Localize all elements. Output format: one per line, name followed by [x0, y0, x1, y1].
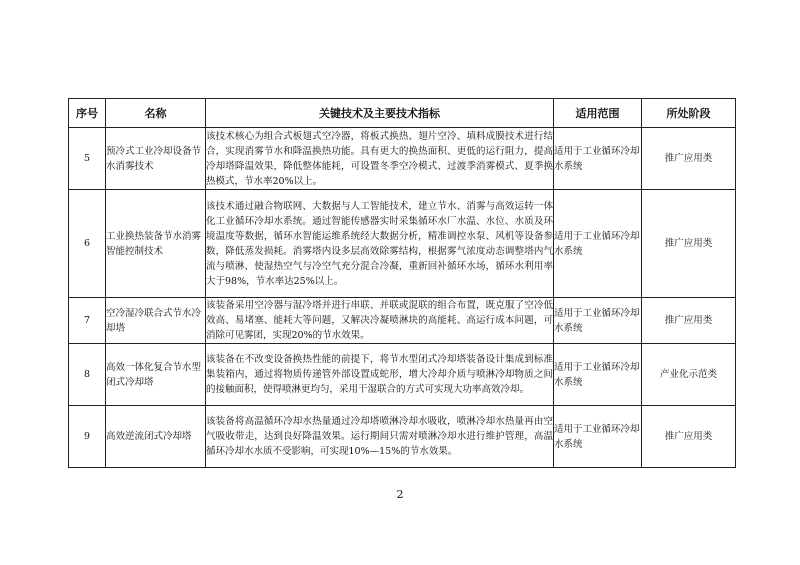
table-header-row: [69, 99, 736, 128]
technology-description: 该装备在不改变设备换热性能的前提下，将节水型闭式冷却塔装备设计集成到标准集装箱内，通过将物质传递管外部设置成蛇形，增大冷却介质与喷淋冷却物质之间的接触面积，使得喷淋更均匀，采用干湿联合的方式可实现大功率高效冷却。: [206, 344, 554, 406]
table-row: [69, 406, 736, 468]
application-scope: 适用于工业循环冷却水系统: [554, 344, 642, 406]
development-stage: 产业化示范类: [642, 344, 736, 406]
header-key-technology: 关键技术及主要技术指标: [206, 99, 554, 128]
application-scope: 适用于工业循环冷却水系统: [554, 406, 642, 468]
row-number: 9: [69, 406, 106, 468]
development-stage: 推广应用类: [642, 298, 736, 344]
technology-name: 高效一体化复合节水型闭式冷却塔: [106, 344, 206, 406]
header-stage: 所处阶段: [642, 99, 736, 128]
table-row: [69, 190, 736, 298]
development-stage: 推广应用类: [642, 406, 736, 468]
technology-description: 该装备采用空冷器与湿冷塔并进行串联、并联或混联的组合布置，既克服了空冷低效高、易堵塞、能耗大等问题，又解决冷凝喷淋块的高能耗、高运行成本问题，可消除可见雾团，实现20%的节水效果。: [206, 298, 554, 344]
technology-name: 空冷湿冷联合式节水冷却塔: [106, 298, 206, 344]
row-number: 8: [69, 344, 106, 406]
technology-description: 该装备将高温循环冷却水热量通过冷却塔喷淋冷却水吸收，喷淋冷却水热量再由空气吸收带走，达到良好降温效果。运行期间只需对喷淋冷却水进行维护管理，高温循环冷却水水质不受影响，可实现10%—15%的节水效果。: [206, 406, 554, 468]
header-scope: 适用范围: [554, 99, 642, 128]
page-number: 2: [396, 488, 404, 501]
row-number: 5: [69, 128, 106, 190]
row-number: 6: [69, 190, 106, 298]
row-number: 7: [69, 298, 106, 344]
application-scope: 适用于工业循环冷却水系统: [554, 298, 642, 344]
technology-name: 预冷式工业冷却设备节水消雾技术: [106, 128, 206, 190]
technology-description: 该技术核心为组合式板翅式空冷器，将板式换热、翅片空冷、填料成膜技术进行结合，实现消雾节水和降温换热功能。具有更大的换热面积、更低的运行阻力，提高冷却塔降温效果，降低整体能耗，可设置冬季空冷模式、过渡季消雾模式、夏季换热模式，节水率20%以上。: [206, 128, 554, 190]
application-scope: 适用于工业循环冷却水系统: [554, 190, 642, 298]
header-serial-number: 序号: [69, 99, 106, 128]
table-row: [69, 298, 736, 344]
application-scope: 适用于工业循环冷却水系统: [554, 128, 642, 190]
technology-description: 该技术通过融合物联网、大数据与人工智能技术，建立节水、消雾与高效运转一体化工业循环冷却水系统。通过智能传感器实时采集循环水厂水温、水位、水质及环境温度等数据，循环水智能运维系统经大数据分析，精准调控水泵、风机等设备参数，降低蒸发损耗。消雾塔内设多层高效除雾结构，根据雾气浓度动态调整塔内气流与喷淋，使湿热空气与冷空气充分混合冷凝，重新回补循环水场，循环水利用率大于98%，节水率达25%以上。: [206, 190, 554, 298]
technology-name: 工业换热装备节水消雾智能控制技术: [106, 190, 206, 298]
development-stage: 推广应用类: [642, 190, 736, 298]
table-row: [69, 344, 736, 406]
technology-table: [68, 98, 736, 468]
table-row: [69, 128, 736, 190]
development-stage: 推广应用类: [642, 128, 736, 190]
header-name: 名称: [106, 99, 206, 128]
technology-name: 高效逆流闭式冷却塔: [106, 406, 206, 468]
